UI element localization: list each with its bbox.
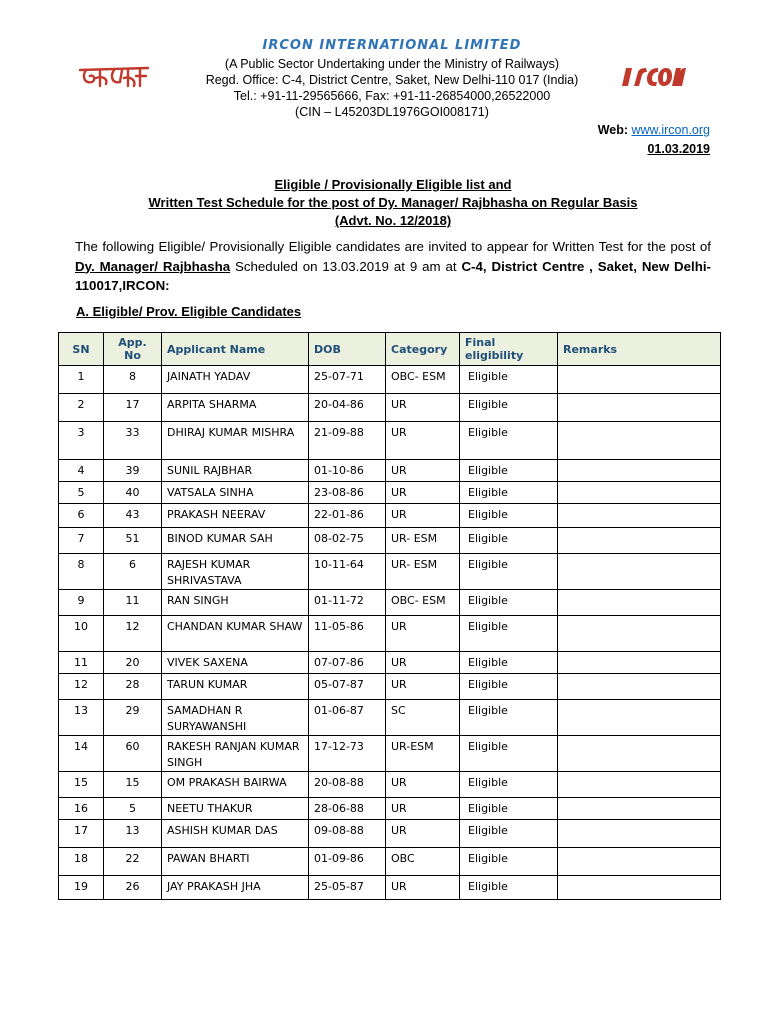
- table-row: [59, 554, 721, 590]
- candidates-table: [58, 332, 721, 900]
- table-row: [59, 736, 721, 772]
- cell-dob: 17-12-73: [309, 736, 386, 772]
- cell-applicant-name: ARPITA SHARMA: [162, 394, 309, 422]
- cell-remarks: [558, 820, 721, 848]
- cell-dob: 08-02-75: [309, 528, 386, 554]
- cell-sn: 9: [59, 590, 104, 616]
- cell-category: UR- ESM: [386, 554, 460, 590]
- table-row: [59, 394, 721, 422]
- cell-remarks: [558, 876, 721, 900]
- cell-final-eligibility: Eligible: [460, 482, 558, 504]
- table-row: [59, 876, 721, 900]
- cell-dob: 09-08-88: [309, 820, 386, 848]
- cell-remarks: [558, 616, 721, 652]
- table-body: [59, 366, 721, 900]
- cell-final-eligibility: Eligible: [460, 554, 558, 590]
- cell-applicant-name: SUNIL RAJBHAR: [162, 460, 309, 482]
- table-row: [59, 366, 721, 394]
- cell-dob: 21-09-88: [309, 422, 386, 460]
- website-line: [598, 123, 710, 137]
- table-row: [59, 482, 721, 504]
- cell-applicant-name: PAWAN BHARTI: [162, 848, 309, 876]
- cell-final-eligibility: Eligible: [460, 394, 558, 422]
- cell-app-no: 43: [104, 504, 162, 528]
- cell-sn: 16: [59, 798, 104, 820]
- cell-remarks: [558, 504, 721, 528]
- cell-dob: 25-07-71: [309, 366, 386, 394]
- cell-remarks: [558, 848, 721, 876]
- cell-remarks: [558, 460, 721, 482]
- cell-dob: 25-05-87: [309, 876, 386, 900]
- cell-dob: 01-06-87: [309, 700, 386, 736]
- cell-category: OBC- ESM: [386, 366, 460, 394]
- column-header-category: Category: [386, 333, 460, 366]
- cell-sn: 3: [59, 422, 104, 460]
- cell-remarks: [558, 422, 721, 460]
- cell-app-no: 6: [104, 554, 162, 590]
- cell-category: UR- ESM: [386, 528, 460, 554]
- cell-sn: 11: [59, 652, 104, 674]
- cell-sn: 19: [59, 876, 104, 900]
- cell-category: UR: [386, 616, 460, 652]
- table-row: [59, 848, 721, 876]
- cell-applicant-name: VIVEK SAXENA: [162, 652, 309, 674]
- table-row: [59, 590, 721, 616]
- column-header-remarks: Remarks: [558, 333, 721, 366]
- cell-applicant-name: OM PRAKASH BAIRWA: [162, 772, 309, 798]
- header-line-contact: Tel.: +91-11-29565666, Fax: +91-11-26854000,26522000: [233, 89, 551, 103]
- cell-final-eligibility: Eligible: [460, 876, 558, 900]
- cell-applicant-name: PRAKASH NEERAV: [162, 504, 309, 528]
- cell-dob: 28-06-88: [309, 798, 386, 820]
- cell-dob: 20-08-88: [309, 772, 386, 798]
- cell-app-no: 15: [104, 772, 162, 798]
- cell-sn: 8: [59, 554, 104, 590]
- document-title-line-2: Written Test Schedule for the post of Dy. Manager/ Rajbhasha on Regular Basis: [148, 195, 638, 210]
- intro-venue: C-4, District Centre , Saket, New Delhi- 110017,IRCON:: [75, 258, 711, 293]
- cell-applicant-name: SAMADHAN R SURYAWANSHI: [162, 700, 309, 736]
- cell-app-no: 8: [104, 366, 162, 394]
- cell-applicant-name: ASHISH KUMAR DAS: [162, 820, 309, 848]
- cell-final-eligibility: Eligible: [460, 736, 558, 772]
- cell-dob: 10-11-64: [309, 554, 386, 590]
- cell-app-no: 39: [104, 460, 162, 482]
- cell-final-eligibility: Eligible: [460, 422, 558, 460]
- cell-final-eligibility: Eligible: [460, 848, 558, 876]
- organization-name: IRCON INTERNATIONAL LIMITED: [262, 38, 522, 53]
- intro-text-1: The following Eligible/ Provisionally Eligible candidates are invited to appear for Written Test for the post of: [75, 239, 711, 254]
- cell-dob: 20-04-86: [309, 394, 386, 422]
- website-link[interactable]: www.ircon.org: [631, 123, 710, 137]
- cell-sn: 10: [59, 616, 104, 652]
- cell-final-eligibility: Eligible: [460, 528, 558, 554]
- cell-category: UR: [386, 504, 460, 528]
- cell-app-no: 17: [104, 394, 162, 422]
- cell-remarks: [558, 700, 721, 736]
- cell-app-no: 5: [104, 798, 162, 820]
- cell-final-eligibility: Eligible: [460, 460, 558, 482]
- cell-sn: 18: [59, 848, 104, 876]
- cell-app-no: 51: [104, 528, 162, 554]
- cell-sn: 7: [59, 528, 104, 554]
- cell-remarks: [558, 798, 721, 820]
- table-row: [59, 674, 721, 700]
- cell-app-no: 22: [104, 848, 162, 876]
- cell-category: UR: [386, 482, 460, 504]
- cell-category: UR: [386, 652, 460, 674]
- table-row: [59, 820, 721, 848]
- cell-remarks: [558, 736, 721, 772]
- cell-remarks: [558, 652, 721, 674]
- section-heading: A. Eligible/ Prov. Eligible Candidates: [76, 304, 302, 319]
- column-header-app-no: App. No: [104, 333, 162, 366]
- document-title-line-3: (Advt. No. 12/2018): [334, 213, 452, 228]
- cell-category: UR: [386, 876, 460, 900]
- cell-applicant-name: JAY PRAKASH JHA: [162, 876, 309, 900]
- cell-final-eligibility: Eligible: [460, 700, 558, 736]
- cell-final-eligibility: Eligible: [460, 772, 558, 798]
- table-row: [59, 798, 721, 820]
- cell-app-no: 60: [104, 736, 162, 772]
- cell-remarks: [558, 528, 721, 554]
- column-header-dob: DOB: [309, 333, 386, 366]
- cell-app-no: 40: [104, 482, 162, 504]
- cell-category: UR: [386, 820, 460, 848]
- header-line-address: Regd. Office: C-4, District Centre, Saket, New Delhi-110 017 (India): [205, 73, 579, 87]
- cell-app-no: 29: [104, 700, 162, 736]
- cell-sn: 4: [59, 460, 104, 482]
- cell-category: UR: [386, 798, 460, 820]
- cell-sn: 14: [59, 736, 104, 772]
- cell-dob: 07-07-86: [309, 652, 386, 674]
- cell-dob: 01-10-86: [309, 460, 386, 482]
- cell-final-eligibility: Eligible: [460, 820, 558, 848]
- document-title-line-1: Eligible / Provisionally Eligible list and: [274, 177, 512, 192]
- header-line-cin: (CIN – L45203DL1976GOI008171): [295, 105, 489, 119]
- cell-sn: 5: [59, 482, 104, 504]
- cell-sn: 12: [59, 674, 104, 700]
- table-row: [59, 652, 721, 674]
- table-row: [59, 700, 721, 736]
- table-row: [59, 504, 721, 528]
- website-label: Web:: [597, 123, 629, 137]
- cell-remarks: [558, 674, 721, 700]
- cell-dob: 11-05-86: [309, 616, 386, 652]
- cell-remarks: [558, 554, 721, 590]
- cell-dob: 01-11-72: [309, 590, 386, 616]
- cell-applicant-name: NEETU THAKUR: [162, 798, 309, 820]
- cell-applicant-name: JAINATH YADAV: [162, 366, 309, 394]
- cell-applicant-name: DHIRAJ KUMAR MISHRA: [162, 422, 309, 460]
- cell-applicant-name: TARUN KUMAR: [162, 674, 309, 700]
- cell-final-eligibility: Eligible: [460, 590, 558, 616]
- cell-sn: 13: [59, 700, 104, 736]
- table-row: [59, 460, 721, 482]
- cell-final-eligibility: Eligible: [460, 616, 558, 652]
- cell-category: OBC: [386, 848, 460, 876]
- table-row: [59, 616, 721, 652]
- cell-remarks: [558, 772, 721, 798]
- intro-text-2: Scheduled on 13.03.2019 at 9 am at: [230, 258, 462, 274]
- cell-final-eligibility: Eligible: [460, 366, 558, 394]
- cell-applicant-name: VATSALA SINHA: [162, 482, 309, 504]
- cell-app-no: 12: [104, 616, 162, 652]
- cell-app-no: 11: [104, 590, 162, 616]
- table-row: [59, 772, 721, 798]
- cell-remarks: [558, 394, 721, 422]
- table-header-row: [59, 333, 721, 366]
- header-line-psu: (A Public Sector Undertaking under the Ministry of Railways): [224, 57, 560, 71]
- cell-sn: 15: [59, 772, 104, 798]
- cell-sn: 2: [59, 394, 104, 422]
- cell-app-no: 33: [104, 422, 162, 460]
- cell-final-eligibility: Eligible: [460, 504, 558, 528]
- cell-dob: 23-08-86: [309, 482, 386, 504]
- intro-post-name: Dy. Manager/ Rajbhasha: [75, 258, 231, 274]
- cell-sn: 17: [59, 820, 104, 848]
- cell-applicant-name: RAKESH RANJAN KUMAR SINGH: [162, 736, 309, 772]
- cell-category: UR: [386, 772, 460, 798]
- cell-remarks: [558, 482, 721, 504]
- cell-remarks: [558, 366, 721, 394]
- cell-sn: 6: [59, 504, 104, 528]
- cell-app-no: 28: [104, 674, 162, 700]
- cell-category: UR: [386, 674, 460, 700]
- cell-app-no: 13: [104, 820, 162, 848]
- cell-applicant-name: RAJESH KUMAR SHRIVASTAVA: [162, 554, 309, 590]
- cell-dob: 01-09-86: [309, 848, 386, 876]
- cell-applicant-name: BINOD KUMAR SAH: [162, 528, 309, 554]
- cell-applicant-name: CHANDAN KUMAR SHAW: [162, 616, 309, 652]
- column-header-final-eligibility: Final eligibility: [460, 333, 558, 366]
- cell-sn: 1: [59, 366, 104, 394]
- document-date: 01.03.2019: [647, 142, 710, 156]
- cell-applicant-name: RAN SINGH: [162, 590, 309, 616]
- cell-final-eligibility: Eligible: [460, 652, 558, 674]
- intro-paragraph: [75, 237, 711, 296]
- cell-category: OBC- ESM: [386, 590, 460, 616]
- cell-category: SC: [386, 700, 460, 736]
- cell-category: UR: [386, 422, 460, 460]
- table-row: [59, 528, 721, 554]
- cell-final-eligibility: Eligible: [460, 798, 558, 820]
- cell-app-no: 26: [104, 876, 162, 900]
- cell-category: UR: [386, 460, 460, 482]
- cell-app-no: 20: [104, 652, 162, 674]
- column-header-applicant-name: Applicant Name: [162, 333, 309, 366]
- table-row: [59, 422, 721, 460]
- cell-category: UR: [386, 394, 460, 422]
- cell-remarks: [558, 590, 721, 616]
- cell-final-eligibility: Eligible: [460, 674, 558, 700]
- cell-category: UR-ESM: [386, 736, 460, 772]
- cell-dob: 05-07-87: [309, 674, 386, 700]
- column-header-sn: SN: [59, 333, 104, 366]
- cell-dob: 22-01-86: [309, 504, 386, 528]
